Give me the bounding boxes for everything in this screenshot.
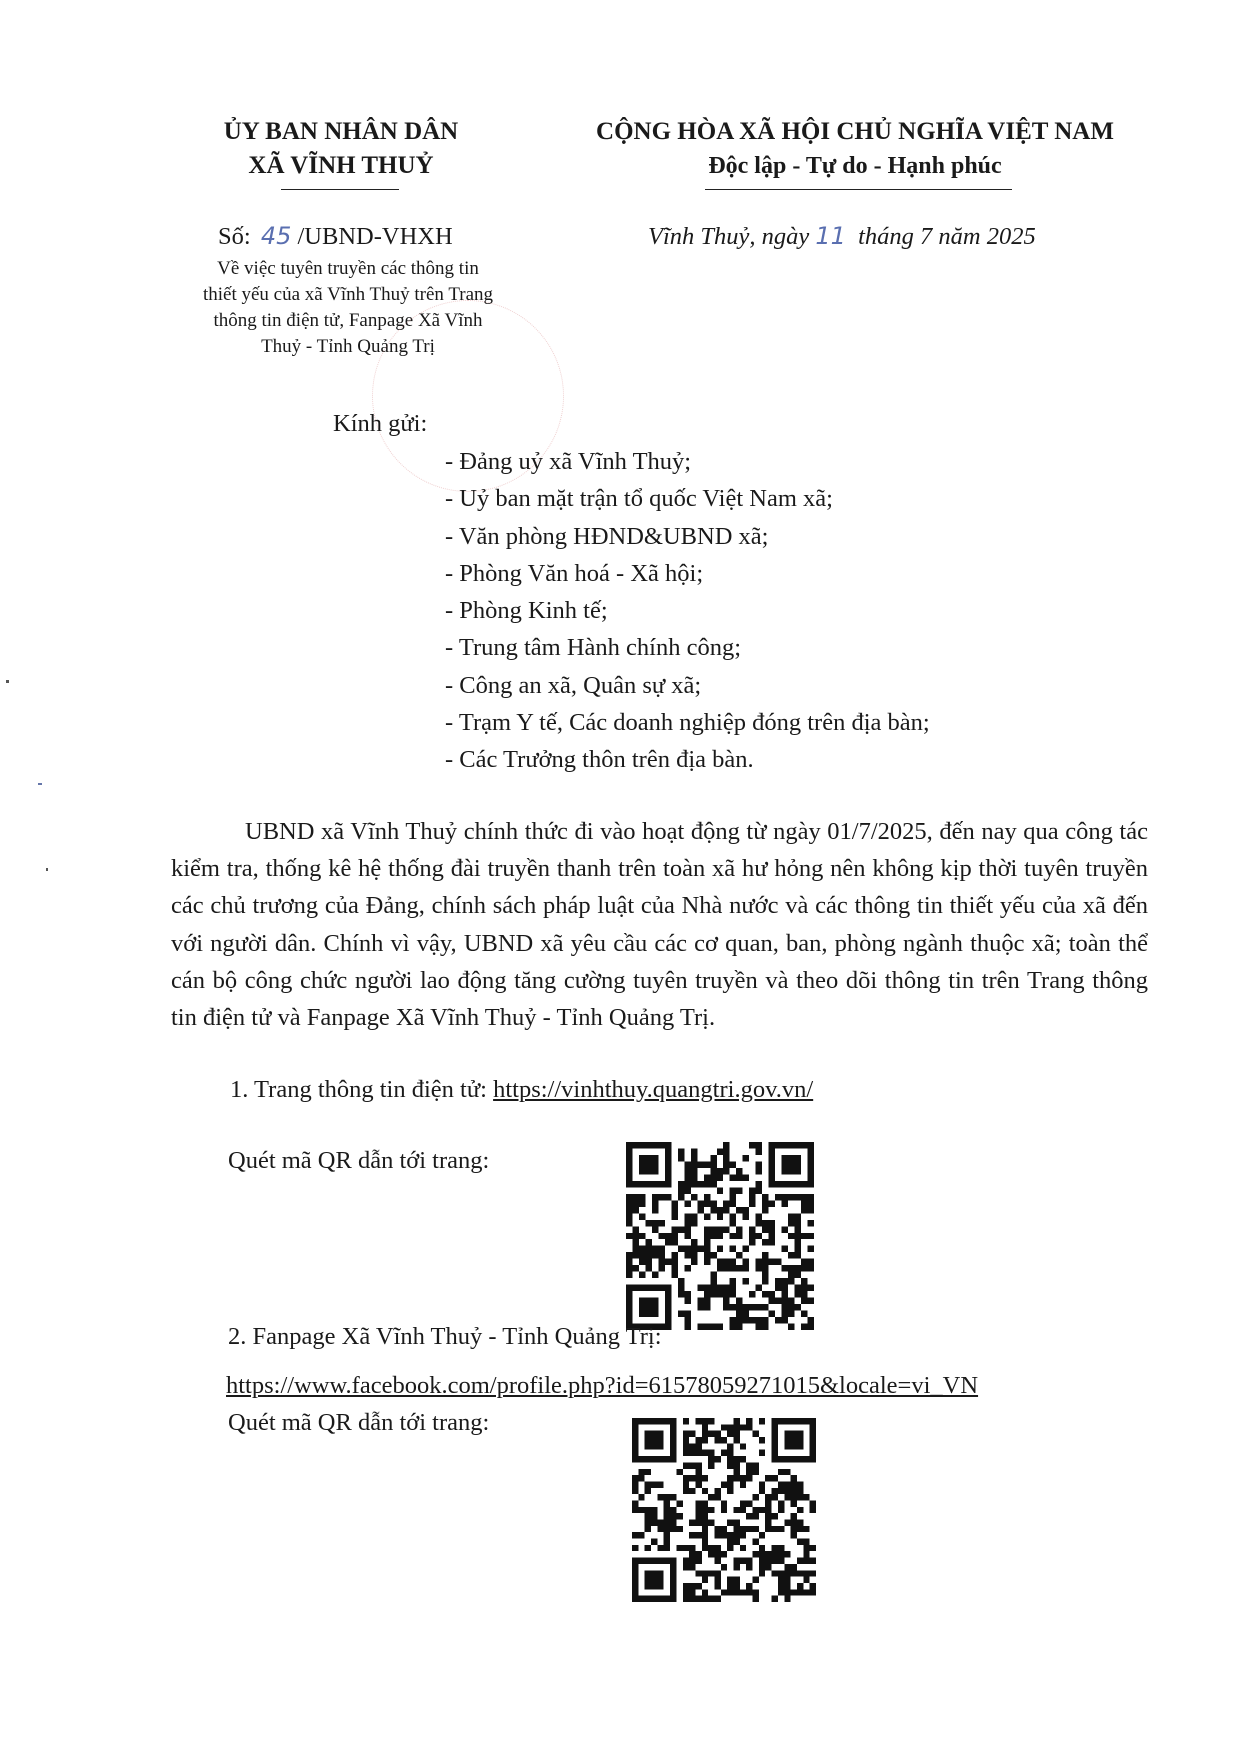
national-name: CỘNG HÒA XÃ HỘI CHỦ NGHĨA VIỆT NAM: [596, 118, 1114, 145]
issuer-underline: [281, 189, 399, 190]
date-prefix: Vĩnh Thuỷ, ngày: [648, 223, 810, 250]
item-2-label: 2. Fanpage Xã Vĩnh Thuỷ - Tỉnh Quảng Trị:: [228, 1323, 662, 1350]
recipient-item: - Công an xã, Quân sự xã;: [445, 671, 702, 699]
recipient-item: - Trung tâm Hành chính công;: [445, 634, 742, 662]
subject-line: thông tin điện tử, Fanpage Xã Vĩnh: [213, 310, 483, 331]
qr-caption-1: Quét mã QR dẫn tới trang:: [228, 1147, 490, 1174]
qr-code-website[interactable]: [626, 1142, 814, 1330]
qr-code-image: [632, 1418, 816, 1602]
recipient-item: - Văn phòng HĐND&UBND xã;: [445, 522, 769, 550]
date-line: [648, 218, 1036, 255]
issuer-line2: XÃ VĨNH THUỶ: [248, 152, 434, 179]
recipient-item: - Các Trưởng thôn trên địa bàn.: [445, 746, 754, 774]
subject-line: Về việc tuyên truyền các thông tin: [217, 258, 479, 279]
website-link[interactable]: https://vinhthuy.quangtri.gov.vn/: [493, 1076, 814, 1103]
issuer-block: [196, 115, 486, 183]
qr-code-image: [626, 1142, 814, 1330]
subject-line: Thuỷ - Tỉnh Quảng Trị: [261, 336, 435, 357]
document-number: [218, 218, 453, 255]
subject-line: thiết yếu của xã Vĩnh Thuỷ trên Trang: [202, 284, 494, 305]
item-1-label: 1. Trang thông tin điện tử:: [230, 1076, 494, 1103]
scan-speck: [46, 868, 48, 871]
qr-caption-2: Quét mã QR dẫn tới trang:: [228, 1409, 490, 1436]
scan-speck: [38, 783, 42, 785]
body-paragraph: UBND xã Vĩnh Thuỷ chính thức đi vào hoạt động từ ngày 01/7/2025, đến nay qua công tác kiểm tra, thống kê hệ thống đài truyền thanh trên toàn xã hư hỏng nên không kịp thời tuyên truyền các chủ trương của Đảng, chính sách pháp luật của Nhà nước và các thông tin thiết yếu của xã đến với người dân. Chính vì vậy, UBND xã yêu cầu các cơ quan, ban, phòng ngành thuộc xã; toàn thể cán bộ công chức người lao động tăng cường tuyên truyền và theo dõi thông tin trên Trang thông tin điện tử và Fanpage Xã Vĩnh Thuỷ - Tỉnh Quảng Trị.: [171, 818, 1148, 1032]
issuer-line1: ỦY BAN NHÂN DÂN: [223, 118, 459, 145]
item-2-url-line: [226, 1367, 978, 1404]
date-handwritten-day: 11: [815, 222, 846, 250]
qr-code-fanpage[interactable]: [632, 1418, 816, 1602]
recipient-item: - Uỷ ban mặt trận tổ quốc Việt Nam xã;: [445, 485, 833, 513]
date-suffix: tháng 7 năm 2025: [858, 223, 1036, 250]
greeting: Kính gửi:: [333, 410, 428, 437]
doc-number-suffix: /UBND-VHXH: [297, 223, 453, 250]
doc-number-handwritten: 45: [260, 222, 292, 250]
national-motto: Độc lập - Tự do - Hạnh phúc: [708, 153, 1002, 179]
fanpage-link[interactable]: https://www.facebook.com/profile.php?id=61578059271015&locale=vi_VN: [226, 1372, 979, 1399]
recipient-list: [445, 443, 1145, 779]
motto-underline: [705, 189, 1012, 190]
recipient-item: - Phòng Kinh tế;: [445, 597, 608, 625]
doc-number-prefix: Số:: [218, 223, 251, 250]
scan-speck: [6, 680, 9, 683]
national-motto-block: [560, 115, 1150, 183]
recipient-item: - Phòng Văn hoá - Xã hội;: [445, 559, 704, 587]
item-1: [230, 1071, 813, 1108]
recipient-item: - Trạm Y tế, Các doanh nghiệp đóng trên địa bàn;: [445, 709, 930, 737]
recipient-item: - Đảng uỷ xã Vĩnh Thuỷ;: [445, 448, 692, 475]
